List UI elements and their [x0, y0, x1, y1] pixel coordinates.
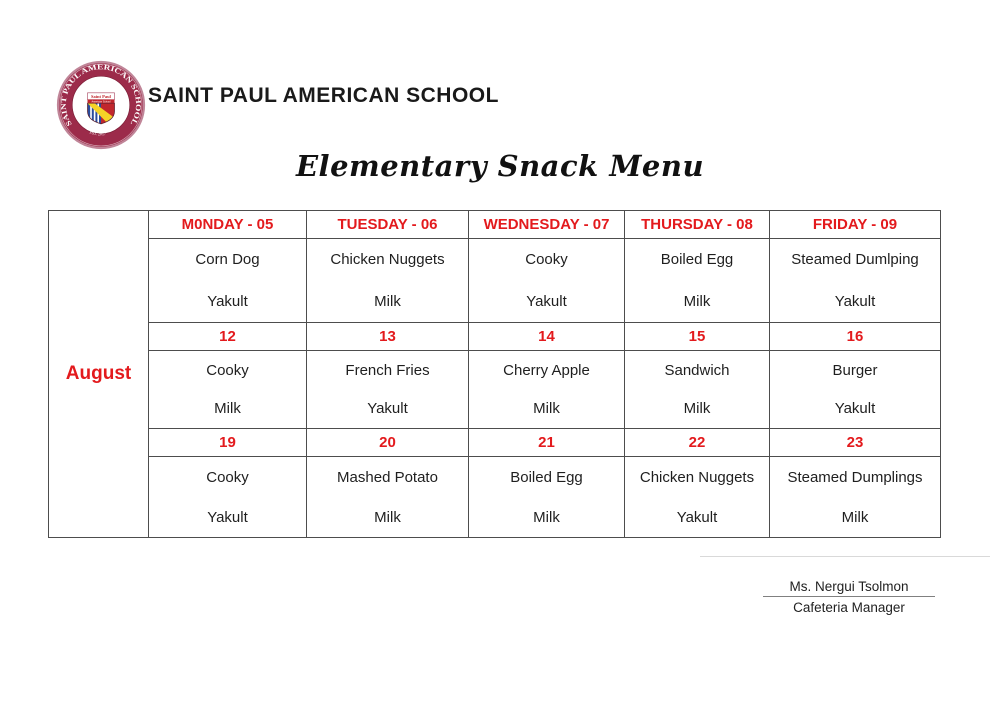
food-item: Burger — [832, 361, 878, 379]
food-item: Boiled Egg — [660, 251, 734, 269]
menu-cell — [625, 239, 770, 323]
food-item: Steamed Dumplings — [787, 468, 923, 486]
menu-cell — [770, 351, 941, 429]
date-cell: 22 — [625, 429, 770, 457]
menu-cell — [770, 239, 941, 323]
drink-item: Milk — [841, 508, 869, 526]
drink-item: Yakult — [834, 292, 876, 310]
week3-menu-row — [49, 457, 941, 538]
drink-item: Milk — [683, 292, 711, 310]
menu-cell — [469, 457, 625, 538]
day-header-tuesday: TUESDAY - 06 — [307, 211, 469, 239]
snack-menu-table — [48, 210, 941, 538]
drink-item: Yakult — [834, 400, 876, 418]
seal-ring-text: SAINT PAUL AMERICAN SCHOOL — [58, 62, 144, 128]
food-item: Mashed Potato — [337, 468, 438, 486]
date-cell: 12 — [149, 323, 307, 351]
menu-cell — [770, 457, 941, 538]
signature-top-rule — [700, 556, 990, 557]
date-cell: 16 — [770, 323, 941, 351]
day-header-row — [49, 211, 941, 239]
signature-divider — [763, 596, 935, 597]
drink-item: Yakult — [526, 292, 567, 310]
school-name: SAINT PAUL AMERICAN SCHOOL — [148, 84, 499, 107]
drink-item: Milk — [374, 508, 401, 526]
menu-cell — [469, 351, 625, 429]
menu-cell — [149, 239, 307, 323]
drink-item: Yakult — [367, 400, 408, 418]
school-logo — [56, 60, 146, 150]
day-header-wednesday: WEDNESDAY - 07 — [469, 211, 625, 239]
food-item: Boiled Egg — [510, 468, 583, 486]
food-item: Cooky — [206, 468, 249, 486]
menu-title: Elementary Snack Menu — [295, 149, 705, 183]
menu-cell — [625, 457, 770, 538]
month-label: August — [49, 211, 149, 538]
day-header-monday: M0NDAY - 05 — [149, 211, 307, 239]
date-cell: 15 — [625, 323, 770, 351]
date-cell: 21 — [469, 429, 625, 457]
week1-menu-row — [49, 239, 941, 323]
food-item: Corn Dog — [195, 251, 260, 269]
food-item: French Fries — [345, 361, 430, 379]
drink-item: Yakult — [207, 508, 248, 526]
menu-cell — [469, 239, 625, 323]
manager-title: Cafeteria Manager — [793, 600, 905, 615]
food-item: Cooky — [525, 251, 568, 269]
date-cell: 20 — [307, 429, 469, 457]
food-item: Sandwich — [664, 361, 730, 379]
week2-menu-row — [49, 351, 941, 429]
drink-item: Yakult — [207, 292, 248, 310]
day-header-friday: FRIDAY - 09 — [770, 211, 941, 239]
week2-date-row — [49, 323, 941, 351]
date-cell: 13 — [307, 323, 469, 351]
school-seal-icon — [56, 60, 146, 150]
manager-name: Ms. Nergui Tsolmon — [789, 579, 909, 594]
week3-date-row — [49, 429, 941, 457]
drink-item: Milk — [683, 400, 711, 418]
menu-cell — [625, 351, 770, 429]
food-item: Chicken Nuggets — [639, 468, 755, 486]
drink-item: Milk — [533, 508, 560, 526]
drink-item: Milk — [533, 400, 560, 418]
menu-cell — [149, 457, 307, 538]
menu-cell — [307, 239, 469, 323]
day-header-thursday: THURSDAY - 08 — [625, 211, 770, 239]
seal-est-text: EST. 2017 — [88, 129, 107, 137]
drink-item: Milk — [374, 292, 401, 310]
drink-item: Milk — [214, 400, 241, 418]
drink-item: Yakult — [676, 508, 718, 526]
food-item: Chicken Nuggets — [330, 251, 445, 269]
menu-cell — [307, 457, 469, 538]
date-cell: 23 — [770, 429, 941, 457]
food-item: Cooky — [206, 361, 249, 379]
menu-cell — [149, 351, 307, 429]
seal-banner-line2: American School — [91, 100, 111, 104]
seal-banner-line1: Saint Paul — [91, 93, 111, 99]
date-cell: 19 — [149, 429, 307, 457]
food-item: Steamed Dumlping — [791, 251, 919, 269]
food-item: Cherry Apple — [503, 361, 590, 379]
date-cell: 14 — [469, 323, 625, 351]
menu-cell — [307, 351, 469, 429]
